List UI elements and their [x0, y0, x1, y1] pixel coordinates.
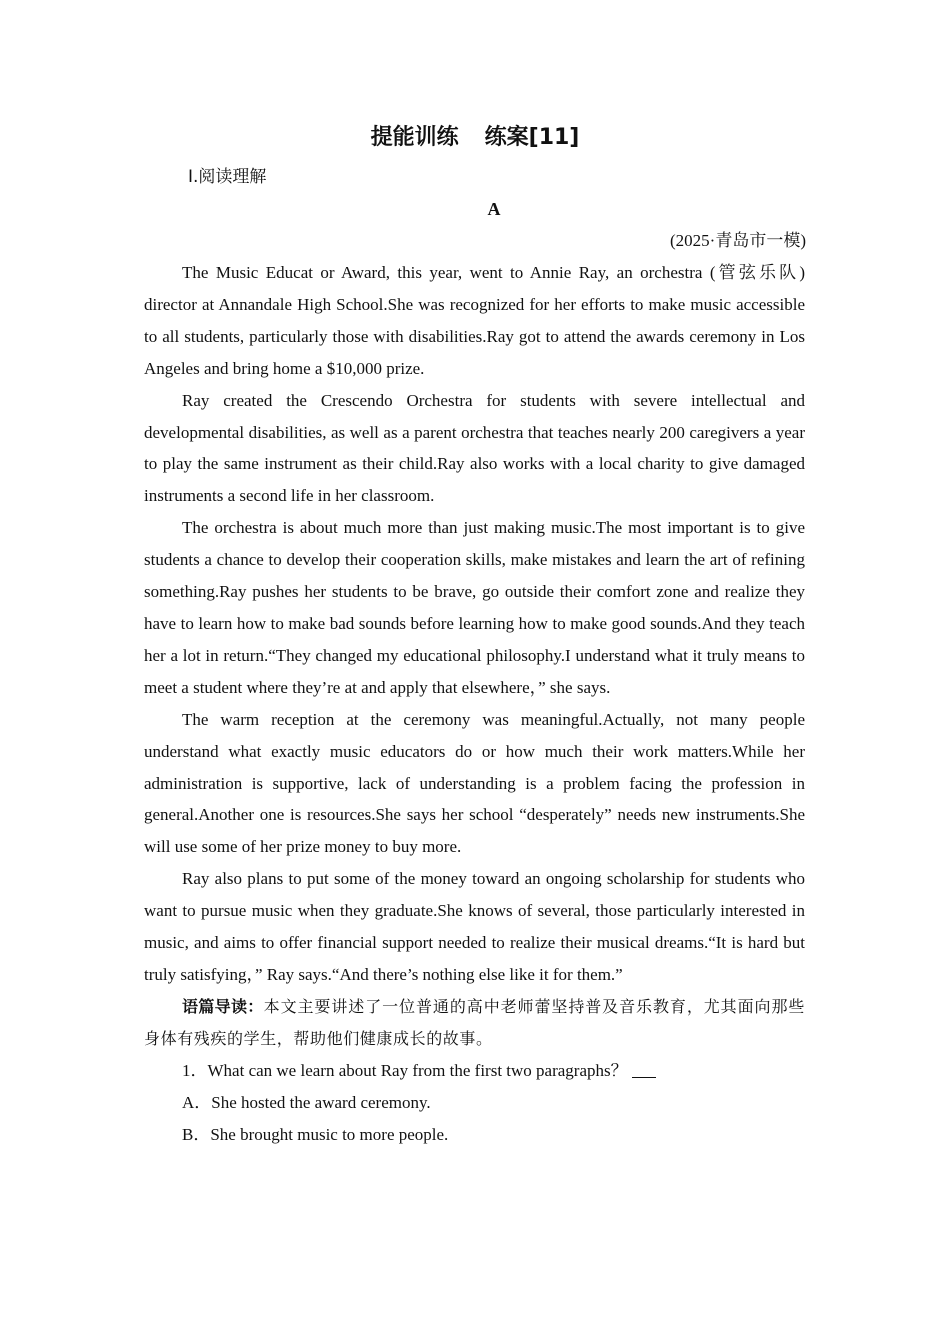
option-b	[144, 1119, 805, 1151]
section-heading: Ⅰ.阅读理解	[188, 167, 267, 187]
question-1	[144, 1055, 805, 1087]
question-text: What can we learn about Ray from the first two paragraphs？	[207, 1060, 628, 1080]
answer-blank[interactable]	[632, 1059, 656, 1078]
paragraph-1: The Music Educat or Award, this year, went to Annie Ray, an orchestra (管弦乐队) director at Annandale High School.She was recognized for her efforts to make music accessible to all students, particularly those with disabilities.Ray got to attend the awards ceremony in Los Angeles and bring home a $10,000 prize.	[144, 263, 805, 378]
paragraph-4: The warm reception at the ceremony was meaningful.Actually, not many people understand what exactly music educators do or how much their work matters.While her administration is supportive, lack of understanding is a problem facing the profession in general.Another one is resources.She says her school “desperately” needs new instruments.She will use some of her prize money to buy more.	[144, 709, 805, 857]
paragraph-3: The orchestra is about much more than just making music.The most important is to give students a chance to develop their cooperation skills, make mistakes and learn the art of refining something.Ray pushes her students to be brave, go outside their comfort zone and realize they have to learn how to make bad sounds before learning how to make good sounds.And they teach her a lot in return.“They changed my educational philosophy.I understand what it truly means to meet a student where they’re at and apply that elsewhere，” she says.	[144, 518, 805, 697]
guide-text: 本文主要讲述了一位普通的高中老师蕾坚持普及音乐教育，尤其面向那些身体有残疾的学生，帮助他们健康成长的故事。	[144, 996, 805, 1048]
passage-guide	[144, 991, 805, 1055]
passage-source: (2025·青岛市一模)	[670, 231, 806, 250]
guide-label: 语篇导读：	[182, 996, 264, 1016]
option-a-text: She hosted the award ceremony.	[211, 1092, 431, 1112]
option-b-text: She brought music to more people.	[210, 1124, 449, 1144]
paragraph-2: Ray created the Crescendo Orchestra for students with severe intellectual and developmental disabilities, as well as a parent orchestra that teaches nearly 200 caregivers a year to play the same instrument as their child.Ray also works with a local charity to give damaged instruments a second life in her classroom.	[144, 390, 805, 506]
page-title	[0, 122, 950, 154]
option-a	[144, 1087, 805, 1119]
paragraph-5: Ray also plans to put some of the money toward an ongoing scholarship for students who want to pursue music when they graduate.She knows of several, those particularly interested in music, and aims to offer financial support needed to realize their musical dreams.“It is hard but truly satisfying，” Ray says.“And there’s nothing else like it for them.”	[144, 869, 805, 984]
title-part2: 练案[11]	[484, 125, 580, 150]
option-a-letter: A．	[182, 1092, 212, 1112]
title-part1: 提能训练	[370, 125, 459, 150]
passage-body	[144, 257, 805, 1151]
question-number: 1．	[182, 1060, 208, 1080]
passage-label: A	[487, 199, 501, 219]
option-b-letter: B．	[182, 1124, 211, 1144]
